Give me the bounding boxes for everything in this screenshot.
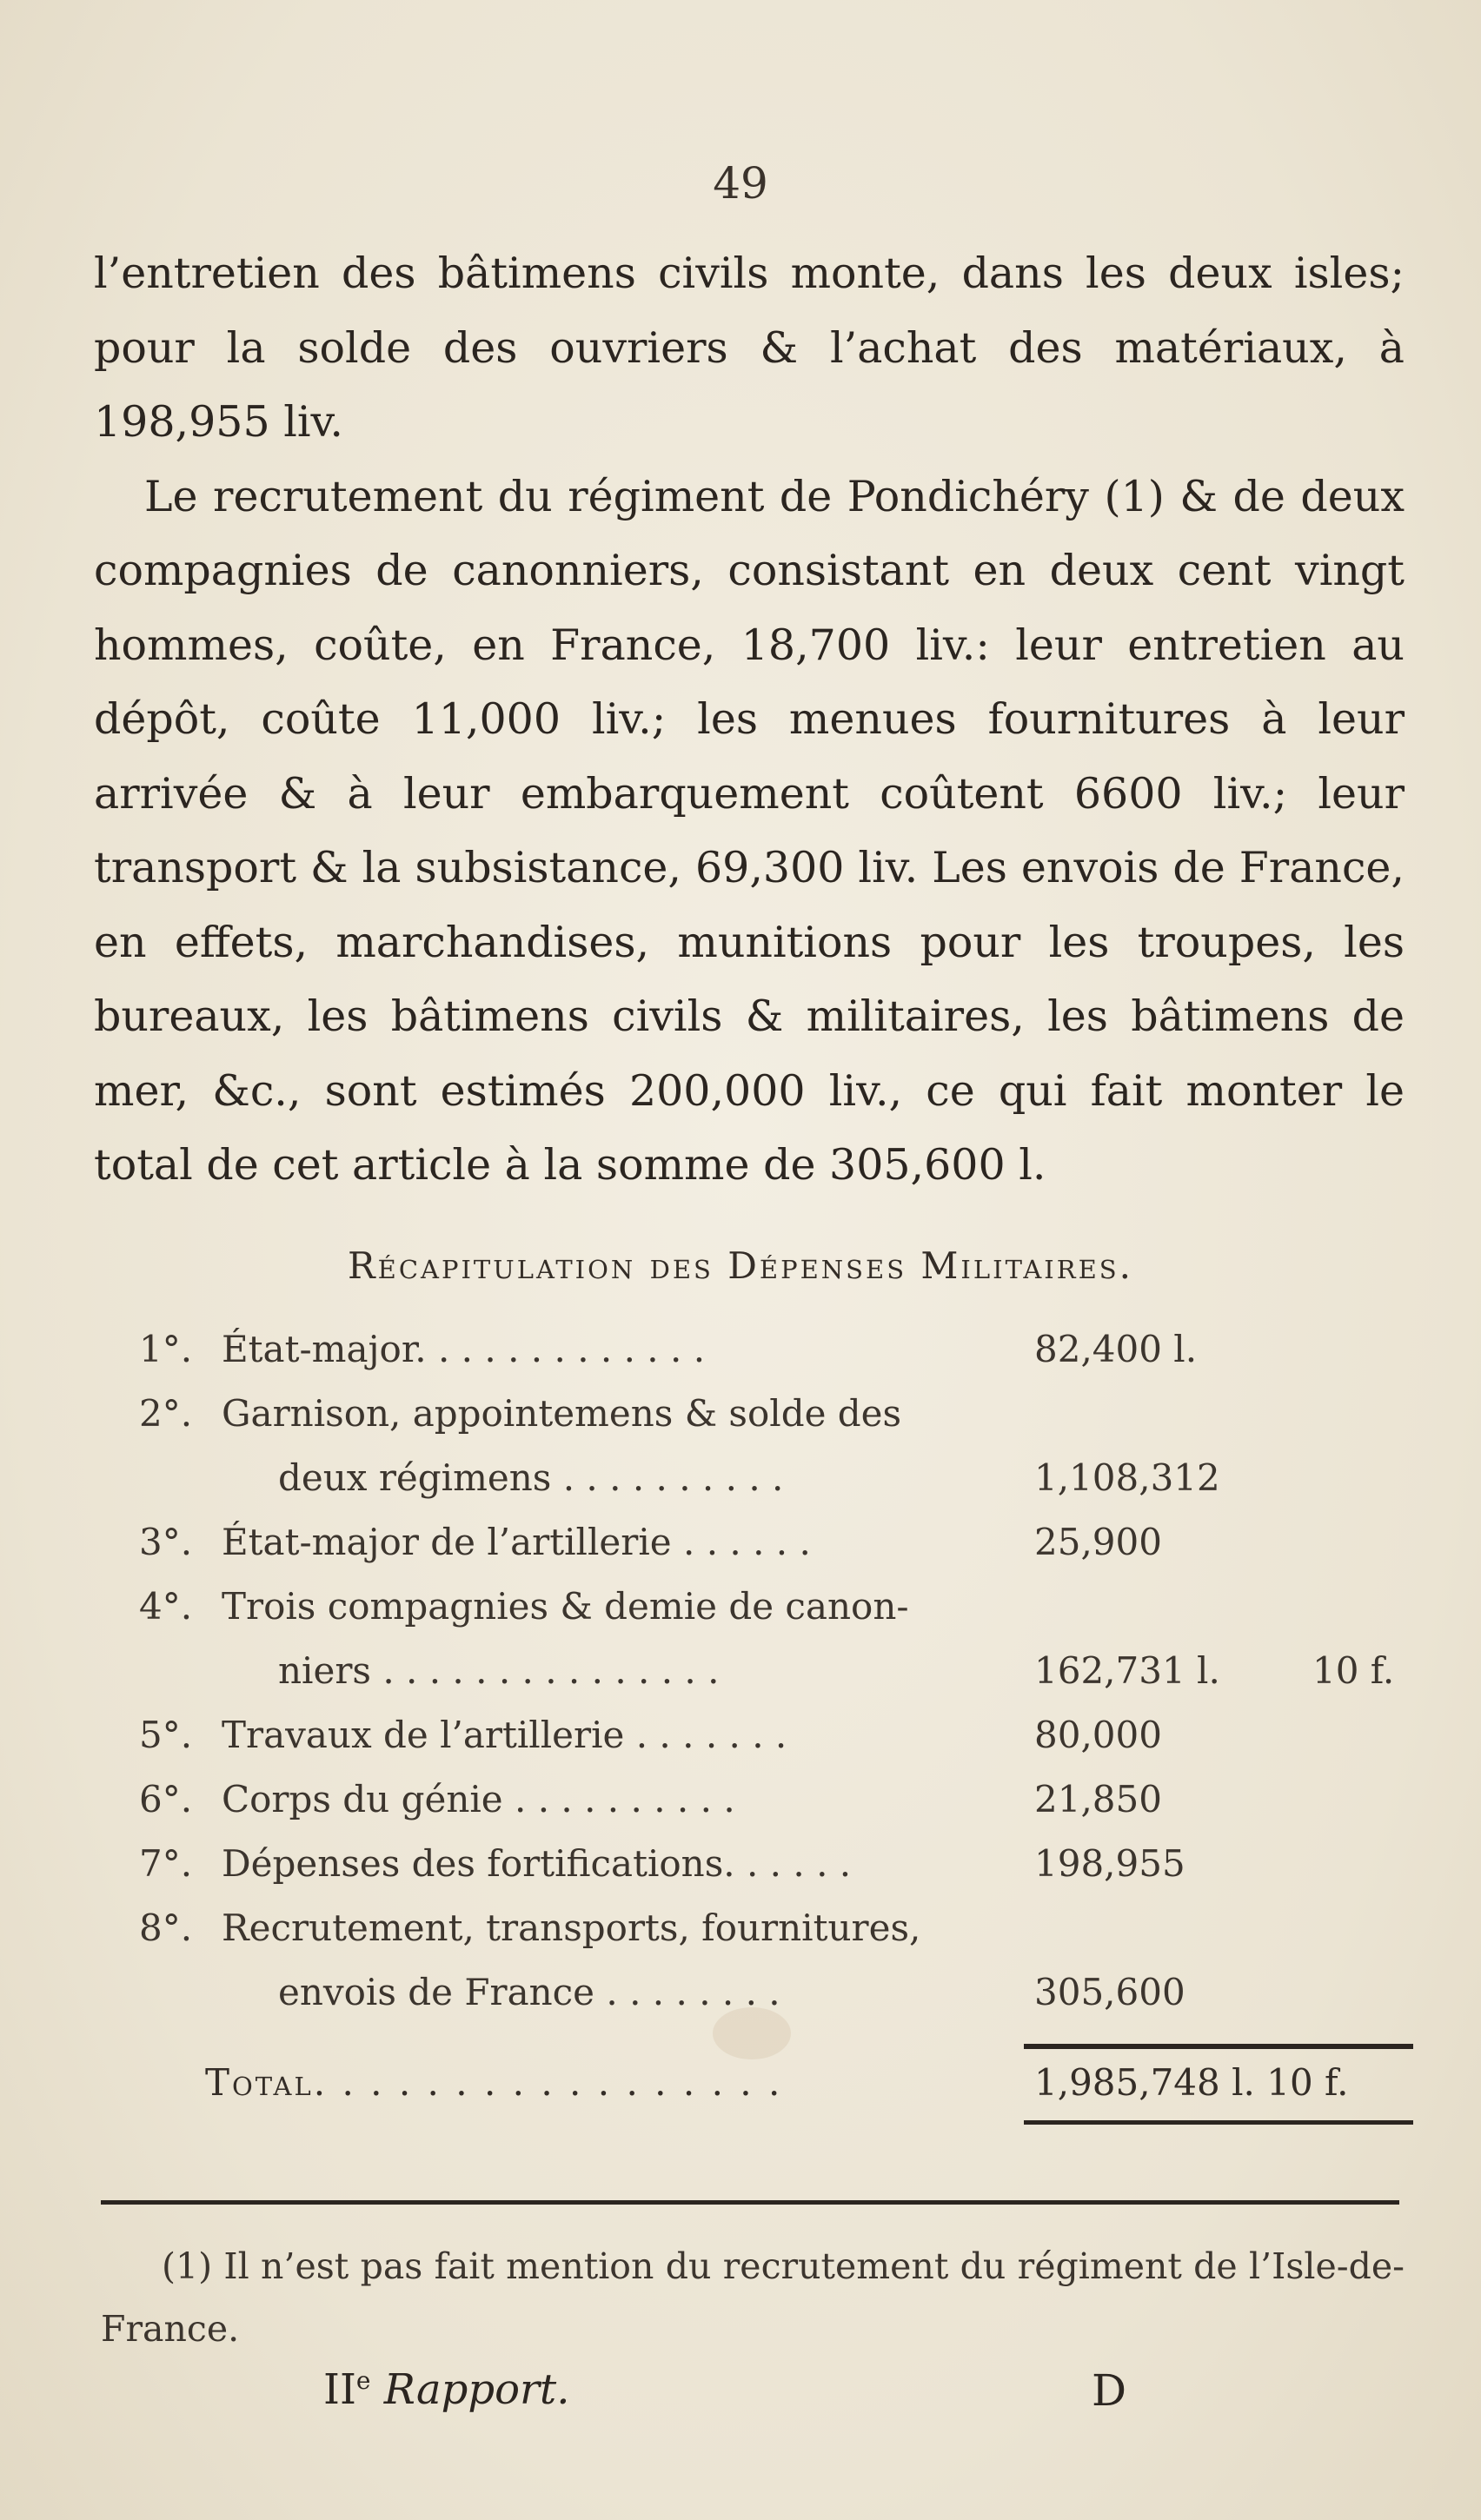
row-number: 1°. <box>139 1328 193 1370</box>
row-amount: 198,955 <box>1034 1842 1185 1885</box>
signature-numeral: II <box>323 2365 356 2414</box>
recap-row <box>139 1842 1417 1907</box>
row-amount: 25,900 <box>1034 1521 1162 1563</box>
total-rule-top <box>1024 2044 1413 2049</box>
recap-row <box>139 1521 1417 1585</box>
row-number: 4°. <box>139 1585 193 1628</box>
footnote-divider <box>101 2200 1399 2205</box>
page-number: 49 <box>713 158 768 209</box>
row-label: État-major de l’artillerie . . . . . . <box>222 1521 811 1563</box>
row-label: envois de France . . . . . . . . <box>278 1971 780 2013</box>
row-label: deux régimens . . . . . . . . . . <box>278 1456 784 1499</box>
row-label: Trois compagnies & demie de canon- <box>222 1585 909 1628</box>
total-row <box>205 2061 1425 2104</box>
recap-row <box>139 1649 1417 1714</box>
recap-row <box>139 1778 1417 1842</box>
row-number: 2°. <box>139 1392 193 1435</box>
row-amount: 305,600 <box>1034 1971 1185 2013</box>
row-number: 8°. <box>139 1907 193 1949</box>
recap-row <box>139 1907 1417 1971</box>
row-label: Garnison, appointemens & solde des <box>222 1392 902 1435</box>
footnote-text: (1) Il n’est pas fait mention du recrutement du régiment de l’Isle-de-France. <box>101 2245 1405 2350</box>
row-amount: 80,000 <box>1034 1714 1162 1756</box>
total-rule-bottom <box>1024 2120 1413 2125</box>
row-amount-sous: 10 f. <box>1312 1649 1395 1692</box>
row-number: 5°. <box>139 1714 193 1756</box>
row-amount: 1,108,312 <box>1034 1456 1220 1499</box>
recap-row <box>139 1456 1417 1521</box>
recap-row <box>139 1328 1417 1392</box>
row-label: niers . . . . . . . . . . . . . . . <box>278 1649 720 1692</box>
recap-heading: Récapitulation des Dépenses Militaires. <box>348 1244 1133 1287</box>
gathering-signature: D <box>1092 2365 1127 2416</box>
signature-mark <box>323 2365 569 2414</box>
row-number: 7°. <box>139 1842 193 1885</box>
row-label: Dépenses des fortifications. . . . . . <box>222 1842 852 1885</box>
body-text <box>94 236 1405 1203</box>
total-label: Total. . . . . . . . . . . . . . . . . <box>205 2061 783 2104</box>
signature-sup: e <box>355 2366 371 2395</box>
row-amount: 82,400 l. <box>1034 1328 1198 1370</box>
paper-stain <box>713 2007 791 2059</box>
row-number: 6°. <box>139 1778 193 1820</box>
paragraph-continued: l’entretien des bâtimens civils monte, dans les deux isles; pour la solde des ouvriers & l’achat des matériaux, à 198,955 liv. <box>94 249 1405 447</box>
row-amount: 21,850 <box>1034 1778 1162 1820</box>
row-label: Travaux de l’artillerie . . . . . . . <box>222 1714 787 1756</box>
row-label: Corps du génie . . . . . . . . . . <box>222 1778 735 1820</box>
row-label: État-major. . . . . . . . . . . . . <box>222 1328 706 1370</box>
recap-row <box>139 1714 1417 1778</box>
footnote <box>101 2235 1405 2360</box>
recap-table <box>139 1328 1417 2035</box>
row-amount: 162,731 l. <box>1034 1649 1220 1692</box>
signature-word: Rapport. <box>383 2365 570 2414</box>
paragraph-recruitment: Le recrutement du régiment de Pondichéry (1) & de deux compagnies de canonniers, consistant en deux cent vingt hommes, coûte, en France, 18,700 liv.: leur entretien au dépôt, coûte 11,000 liv.; les menues fournitures à leur arrivée & à leur embarquement coûtent 6600 liv.; leur transport & la subsistance, 69,300 liv. Les envois de France, en effets, marchandises, munitions pour les troupes, les bureaux, les bâtimens civils & militaires, les bâtimens de mer, &c., sont estimés 200,000 liv., ce qui fait monter le total de cet article à la somme de 305,600 l. <box>94 471 1405 1190</box>
row-label: Recrutement, transports, fournitures, <box>222 1907 921 1949</box>
recap-row <box>139 1392 1417 1456</box>
recap-row <box>139 1585 1417 1649</box>
row-number: 3°. <box>139 1521 193 1563</box>
total-amount: 1,985,748 l. 10 f. <box>1034 2061 1349 2104</box>
